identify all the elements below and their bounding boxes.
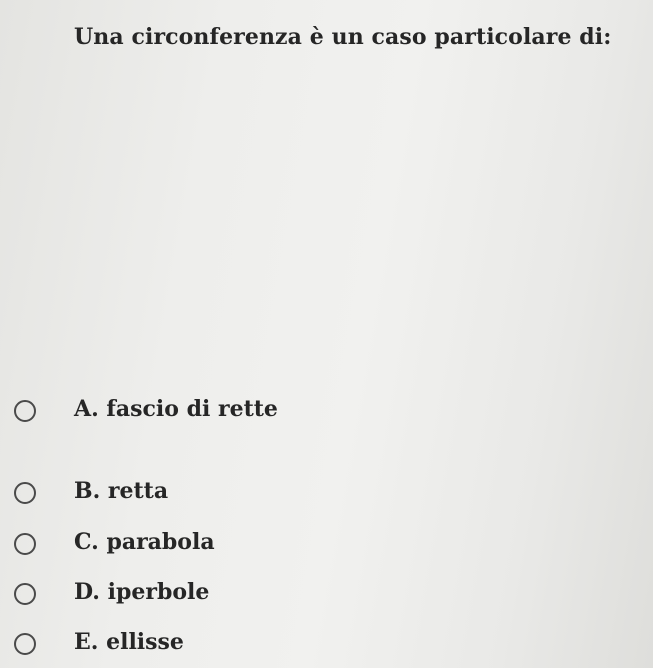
option-d-label: D. iperbole — [74, 579, 210, 605]
option-b[interactable] — [0, 476, 400, 512]
option-a[interactable] — [0, 394, 400, 430]
option-c-label: C. parabola — [74, 529, 215, 555]
radio-button-b[interactable] — [14, 482, 36, 504]
option-b-label: B. retta — [74, 478, 169, 504]
radio-button-d[interactable] — [14, 583, 36, 605]
option-c[interactable] — [0, 527, 400, 563]
option-e[interactable] — [0, 627, 400, 663]
option-e-label: E. ellisse — [74, 629, 184, 655]
question-text: Una circonferenza è un caso particolare di: — [74, 24, 612, 50]
option-a-label: A. fascio di rette — [74, 396, 278, 422]
radio-button-a[interactable] — [14, 400, 36, 422]
radio-button-c[interactable] — [14, 533, 36, 555]
option-d[interactable] — [0, 577, 400, 613]
radio-button-e[interactable] — [14, 633, 36, 655]
